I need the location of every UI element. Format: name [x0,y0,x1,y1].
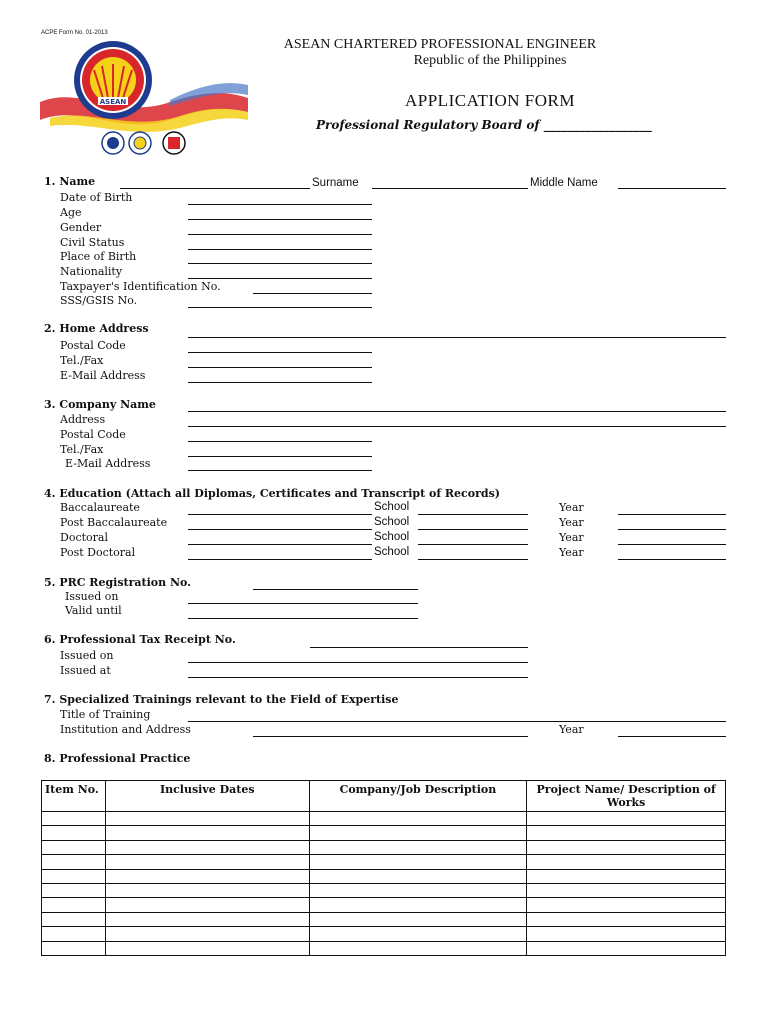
input-line[interactable] [188,307,372,308]
table-cell[interactable] [309,855,527,869]
svg-text:ASEAN: ASEAN [99,98,127,106]
table-row [42,941,726,955]
column-header: Inclusive Dates [105,781,309,812]
table-cell[interactable] [42,898,106,912]
table-cell[interactable] [105,812,309,826]
training-title-line[interactable] [188,721,726,722]
table-row [42,840,726,854]
school-label: School [374,531,410,543]
field-label: SSS/GSIS No. [60,294,138,307]
year-line[interactable] [618,736,726,737]
field-label: Valid until [65,604,122,617]
field-label: Issued on [65,590,119,603]
section6-title: 6. Professional Tax Receipt No. [44,633,236,646]
section3-title: 3. Company Name [44,398,156,411]
table-cell[interactable] [42,883,106,897]
degree-line[interactable] [188,544,372,545]
table-cell[interactable] [105,927,309,941]
field-label: Gender [60,221,102,234]
company-name-line[interactable] [188,411,726,412]
table-cell[interactable] [42,912,106,926]
field-label: Issued at [60,664,111,677]
institution-line[interactable] [253,736,528,737]
table-cell[interactable] [527,941,726,955]
section1-title: 1. Name [44,175,96,188]
middle-name-line[interactable] [618,188,726,189]
field-label: Civil Status [60,236,125,249]
surname-line[interactable] [372,188,528,189]
year-label: Year [559,723,584,736]
input-line[interactable] [188,662,528,663]
school-line[interactable] [418,514,528,515]
section5-title: 5. PRC Registration No. [44,576,191,589]
table-cell[interactable] [105,869,309,883]
input-line[interactable] [188,382,372,383]
table-cell[interactable] [42,812,106,826]
field-label: Tel./Fax [60,443,104,456]
table-cell[interactable] [527,855,726,869]
table-row [42,869,726,883]
input-line[interactable] [188,677,528,678]
table-cell[interactable] [105,941,309,955]
year-line[interactable] [618,529,726,530]
table-cell[interactable] [42,840,106,854]
field-label: E-Mail Address [60,369,146,382]
table-cell[interactable] [105,883,309,897]
table-cell[interactable] [105,840,309,854]
column-header: Company/Job Description [309,781,527,812]
section2-title: 2. Home Address [44,322,149,335]
input-line[interactable] [253,293,372,294]
header-country: Republic of the Philippines [413,53,567,68]
field-label: Tel./Fax [60,354,104,367]
table-row [42,898,726,912]
education-level: Baccalaureate [60,501,140,514]
table-row [42,883,726,897]
school-line[interactable] [418,559,528,560]
asean-logo [40,40,248,160]
input-line[interactable] [188,367,372,368]
table-cell[interactable] [309,898,527,912]
table-cell[interactable] [527,898,726,912]
input-line[interactable] [188,278,372,279]
field-label: Postal Code [60,428,126,441]
input-line[interactable] [188,234,372,235]
table-row [42,927,726,941]
table-cell[interactable] [309,869,527,883]
field-label: E-Mail Address [65,457,151,470]
education-level: Post Doctoral [60,546,136,559]
input-line[interactable] [188,618,418,619]
table-cell[interactable] [527,840,726,854]
school-line[interactable] [418,529,528,530]
table-cell[interactable] [309,826,527,840]
field-label: Nationality [60,265,123,278]
table-cell[interactable] [105,912,309,926]
year-label: Year [559,546,584,559]
input-line[interactable] [188,603,418,604]
table-cell[interactable] [527,826,726,840]
year-line[interactable] [618,559,726,560]
company-address-line[interactable] [188,426,726,427]
professional-practice-table [41,780,726,956]
field-label: Age [60,206,82,219]
table-cell[interactable] [105,898,309,912]
field-label: Date of Birth [60,191,133,204]
input-line[interactable] [188,204,372,205]
table-cell[interactable] [309,883,527,897]
table-cell[interactable] [527,869,726,883]
year-line[interactable] [618,514,726,515]
table-row [42,812,726,826]
table-cell[interactable] [105,826,309,840]
year-label: Year [559,531,584,544]
home-address-line[interactable] [188,337,726,338]
table-cell[interactable] [42,941,106,955]
form-title: APPLICATION FORM [405,91,575,110]
year-label: Year [559,501,584,514]
table-cell[interactable] [527,812,726,826]
school-label: School [374,516,410,528]
table-row [42,912,726,926]
table-cell[interactable] [309,941,527,955]
input-line[interactable] [188,470,372,471]
table-cell[interactable] [309,927,527,941]
table-cell[interactable] [527,927,726,941]
school-line[interactable] [418,544,528,545]
table-cell[interactable] [42,826,106,840]
ptr-number-line[interactable] [310,647,528,648]
board-label: Professional Regulatory Board of __________________ [316,118,652,132]
section8-title: 8. Professional Practice [44,752,191,765]
table-cell[interactable] [309,912,527,926]
input-line[interactable] [188,249,372,250]
section7-title: 7. Specialized Trainings relevant to the Field of Expertise [44,693,399,706]
table-cell[interactable] [105,855,309,869]
input-line[interactable] [188,263,372,264]
middle-name-label: Middle Name [530,177,598,189]
degree-line[interactable] [188,529,372,530]
column-header: Project Name/ Description of Works [527,781,726,812]
field-label: Title of Training [60,708,151,721]
table-cell[interactable] [309,840,527,854]
surname-label: Surname [312,177,359,189]
education-level: Doctoral [60,531,108,544]
table-cell[interactable] [42,869,106,883]
education-level: Post Baccalaureate [60,516,168,529]
field-label: Place of Birth [60,250,137,263]
section4-title: 4. Education (Attach all Diplomas, Certificates and Transcript of Records) [44,487,500,500]
field-label: Taxpayer's Identification No. [60,280,221,293]
table-row [42,855,726,869]
input-line[interactable] [188,352,372,353]
table-cell[interactable] [42,855,106,869]
school-label: School [374,501,410,513]
table-cell[interactable] [309,812,527,826]
field-label: Institution and Address [60,723,191,736]
input-line[interactable] [188,456,372,457]
table-header-row [42,781,726,812]
table-cell[interactable] [527,883,726,897]
form-number: ACPE Form No. 01-2013 [41,30,108,36]
prc-number-line[interactable] [253,589,418,590]
table-row [42,826,726,840]
table-cell[interactable] [527,912,726,926]
degree-line[interactable] [188,559,372,560]
header-title: ASEAN CHARTERED PROFESSIONAL ENGINEER [283,37,597,52]
school-label: School [374,546,410,558]
table-cell[interactable] [42,927,106,941]
field-label: Issued on [60,649,114,662]
degree-line[interactable] [188,514,372,515]
input-line[interactable] [188,219,372,220]
year-line[interactable] [618,544,726,545]
name-line[interactable] [120,188,310,189]
column-header: Item No. [42,781,106,812]
field-label: Postal Code [60,339,126,352]
year-label: Year [559,516,584,529]
input-line[interactable] [188,441,372,442]
field-label: Address [60,413,106,426]
